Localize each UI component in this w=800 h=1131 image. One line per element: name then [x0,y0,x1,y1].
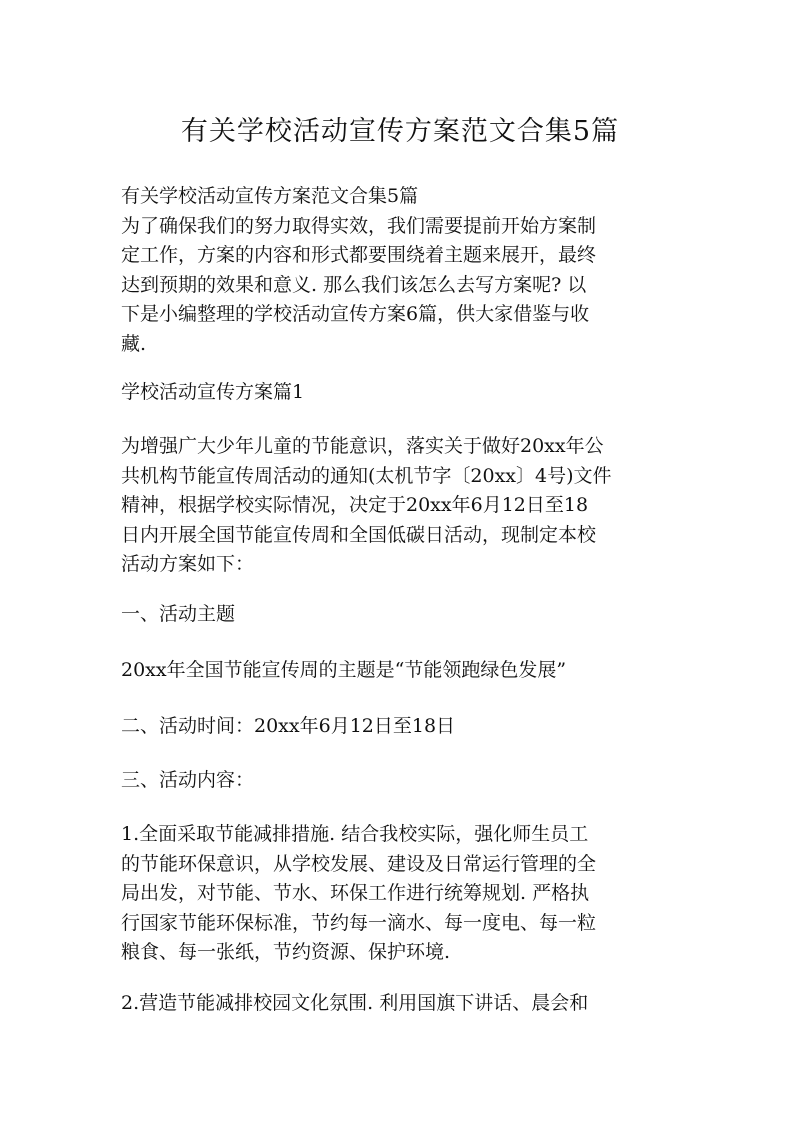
heading-activity-theme: 一、活动主题 [121,603,236,625]
item-line: 2.营造节能减排校园文化氛围. 利用国旗下讲话、晨会和 [121,992,589,1014]
theme-paragraph: 20xx年全国节能宣传周的主题是“节能领跑绿色发展” [121,659,567,681]
body-line: 活动方案如下： [121,553,255,575]
content-item-2 [121,989,666,1019]
intro-line: 定工作，方案的内容和形式都要围绕着主题来展开，最终 [121,244,597,266]
content-item-1 [121,820,666,968]
body-line: 为增强广大少年儿童的节能意识，落实关于做好20xx年公 [121,435,604,457]
section-title: 学校活动宣传方案篇1 [121,381,305,403]
intro-paragraph [121,182,666,359]
heading-activity-content: 三、活动内容： [121,769,255,791]
item-line: 粮食、每一张纸，节约资源、保护环境. [121,941,451,963]
body-paragraph [121,432,666,580]
item-line: 1.全面采取节能减排措施. 结合我校实际，强化师生员工 [121,823,589,845]
intro-line: 有关学校活动宣传方案范文合集5篇 [121,185,419,207]
item-line: 的节能环保意识，从学校发展、建设及日常运行管理的全 [121,852,597,875]
body-line: 共机构节能宣传周活动的通知(太机节字〔20xx〕4号)文件 [121,464,612,487]
body-line: 日内开展全国节能宣传周和全国低碳日活动，现制定本校 [121,523,597,546]
heading-activity-time: 二、活动时间：20xx年6月12日至18日 [121,715,456,737]
item-line: 局出发，对节能、节水、环保工作进行统筹规划. 严格执 [121,882,590,904]
document-title: 有关学校活动宣传方案范文合集5篇 [180,116,620,147]
intro-line: 下是小编整理的学校活动宣传方案6篇，供大家借鉴与收 [121,303,590,325]
intro-line: 达到预期的效果和意义. 那么我们该怎么去写方案呢? 以 [121,273,587,296]
intro-line: 藏. [121,332,147,355]
item-line: 行国家节能环保标准，节约每一滴水、每一度电、每一粒 [121,911,597,934]
body-line: 精神，根据学校实际情况，决定于20xx年6月12日至18 [121,494,589,516]
intro-line: 为了确保我们的努力取得实效，我们需要提前开始方案制 [121,214,597,237]
